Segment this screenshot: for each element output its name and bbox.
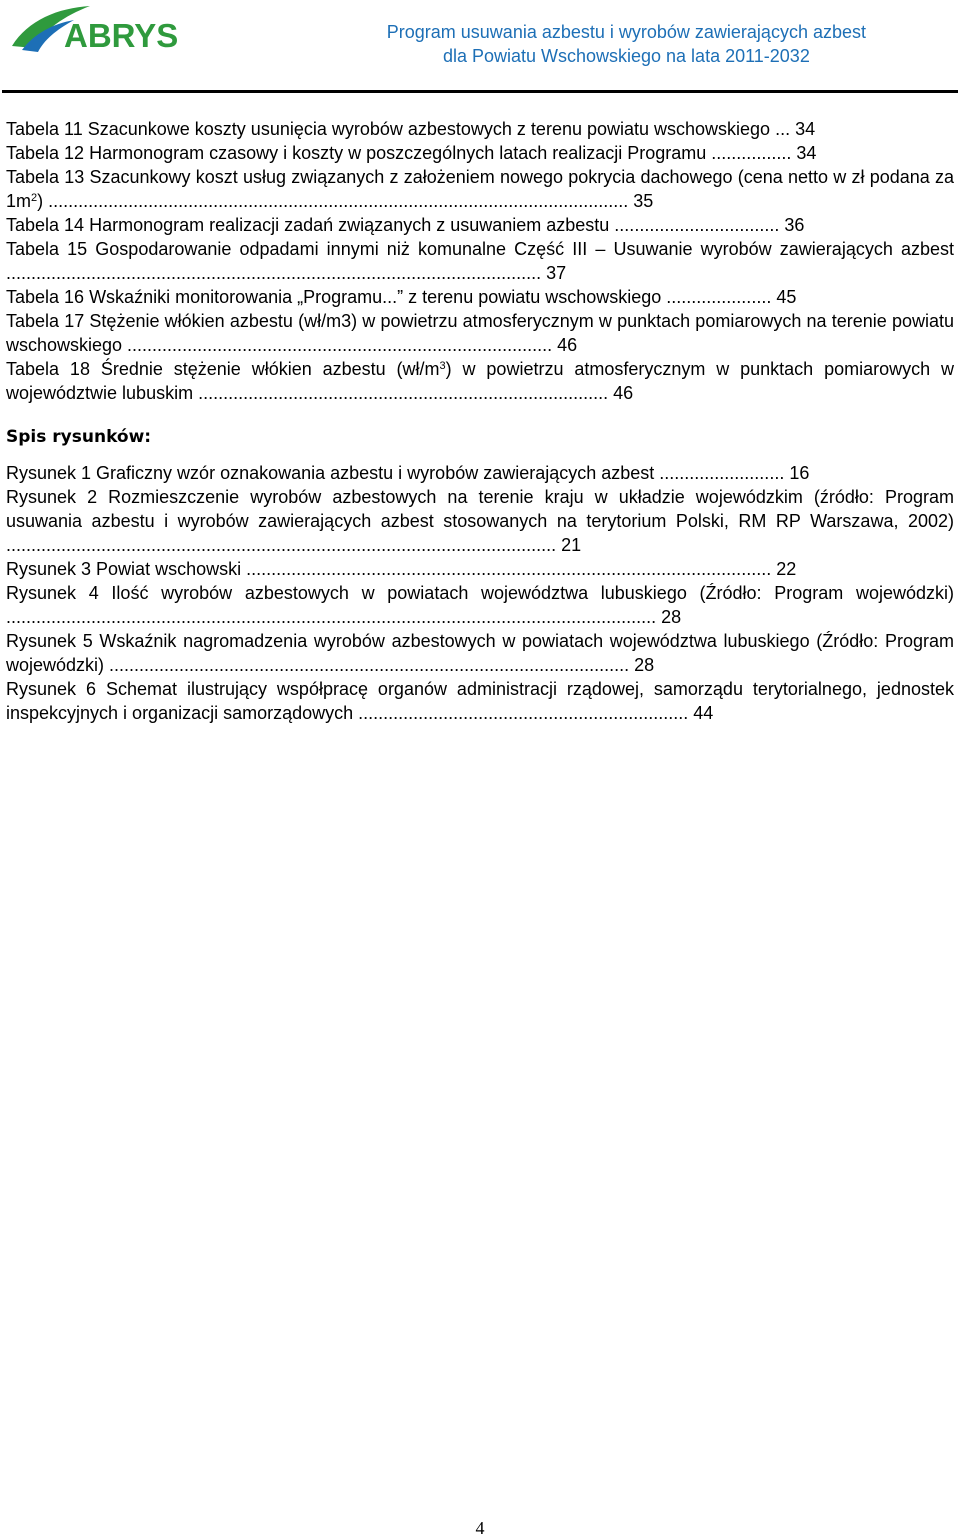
toc-entry-rysunek-2[interactable]: Rysunek 2 Rozmieszczenie wyrobów azbestowych na terenie kraju w układzie wojewódzkim (źródło: Program usuwania azbestu i wyrobów zawierających azbest stosowanych na terytorium Polski, RM RP Warszawa, 2002) .............................................................................................................. 21: [6, 487, 954, 555]
toc-entry-tabela-13[interactable]: [6, 165, 954, 213]
toc-entry-tabela-18[interactable]: [6, 357, 954, 405]
document-title-line2: dla Powiatu Wschowskiego na lata 2011-2032: [442, 46, 810, 66]
superscript: 3: [439, 360, 446, 372]
toc-entry-tabela-15[interactable]: Tabela 15 Gospodarowanie odpadami innymi niż komunalne Część III – Usuwanie wyrobów zawierających azbest ........................................................................................................... 37: [6, 239, 954, 283]
toc-entry-text: Tabela 13 Szacunkowy koszt usług związanych z założeniem nowego pokrycia dachowego (cena netto w zł podana za 1m: [6, 167, 954, 211]
document-title-line1: Program usuwania azbestu i wyrobów zawierających azbest: [386, 22, 866, 42]
toc-entry-rysunek-3[interactable]: Rysunek 3 Powiat wschowski ......................................................................................................... 22: [6, 559, 797, 579]
toc-entry-text: ) .................................................................................................................... 35: [37, 191, 654, 211]
table-of-contents: [6, 117, 954, 725]
toc-entry-tabela-17[interactable]: Tabela 17 Stężenie włókien azbestu (wł/m3) w powietrzu atmosferycznym w punktach pomiarowych na terenie powiatu wschowskiego ..................................................................................... 46: [6, 311, 954, 355]
toc-entry-tabela-16[interactable]: Tabela 16 Wskaźniki monitorowania „Programu...” z terenu powiatu wschowskiego ..................... 45: [6, 287, 797, 307]
toc-entry-text: Tabela 18 Średnie stężenie włókien azbestu (wł/m: [6, 359, 440, 379]
document-title: [387, 20, 866, 68]
page-header: [0, 0, 960, 94]
figures-heading: Spis rysunków:: [6, 427, 152, 447]
toc-entry-tabela-14[interactable]: Tabela 14 Harmonogram realizacji zadań związanych z usuwaniem azbestu ................................. 36: [6, 215, 805, 235]
toc-entry-tabela-11[interactable]: Tabela 11 Szacunkowe koszty usunięcia wyrobów azbestowych z terenu powiatu wschowskiego ... 34: [6, 119, 816, 139]
toc-entry-rysunek-6[interactable]: Rysunek 6 Schemat ilustrujący współpracę organów administracji rządowej, samorządu terytorialnego, jednostek inspekcyjnych i organizacji samorządowych .................................................................. 44: [6, 679, 954, 723]
superscript: 2: [31, 192, 38, 204]
header-divider: [2, 90, 958, 93]
logo-wordmark: ABRYS: [64, 17, 179, 54]
abrys-logo: [8, 2, 192, 56]
toc-entry-rysunek-5[interactable]: Rysunek 5 Wskaźnik nagromadzenia wyrobów azbestowych w powiatach województwa lubuskiego (Źródło: Program wojewódzki) ........................................................................................................ 28: [6, 631, 954, 675]
toc-entry-rysunek-4[interactable]: Rysunek 4 Ilość wyrobów azbestowych w powiatach województwa lubuskiego (Źródło: Program wojewódzki) .................................................................................................................................. 28: [6, 583, 954, 627]
page-number: 4: [475, 1518, 485, 1538]
toc-entry-rysunek-1[interactable]: Rysunek 1 Graficzny wzór oznakowania azbestu i wyrobów zawierających azbest ......................... 16: [6, 463, 810, 483]
toc-entry-text: ) w powietrzu atmosferycznym w punktach pomiarowych w województwie lubuskim .................................................................................. 46: [6, 359, 955, 403]
toc-entry-tabela-12[interactable]: Tabela 12 Harmonogram czasowy i koszty w poszczególnych latach realizacji Programu ................ 34: [6, 143, 817, 163]
